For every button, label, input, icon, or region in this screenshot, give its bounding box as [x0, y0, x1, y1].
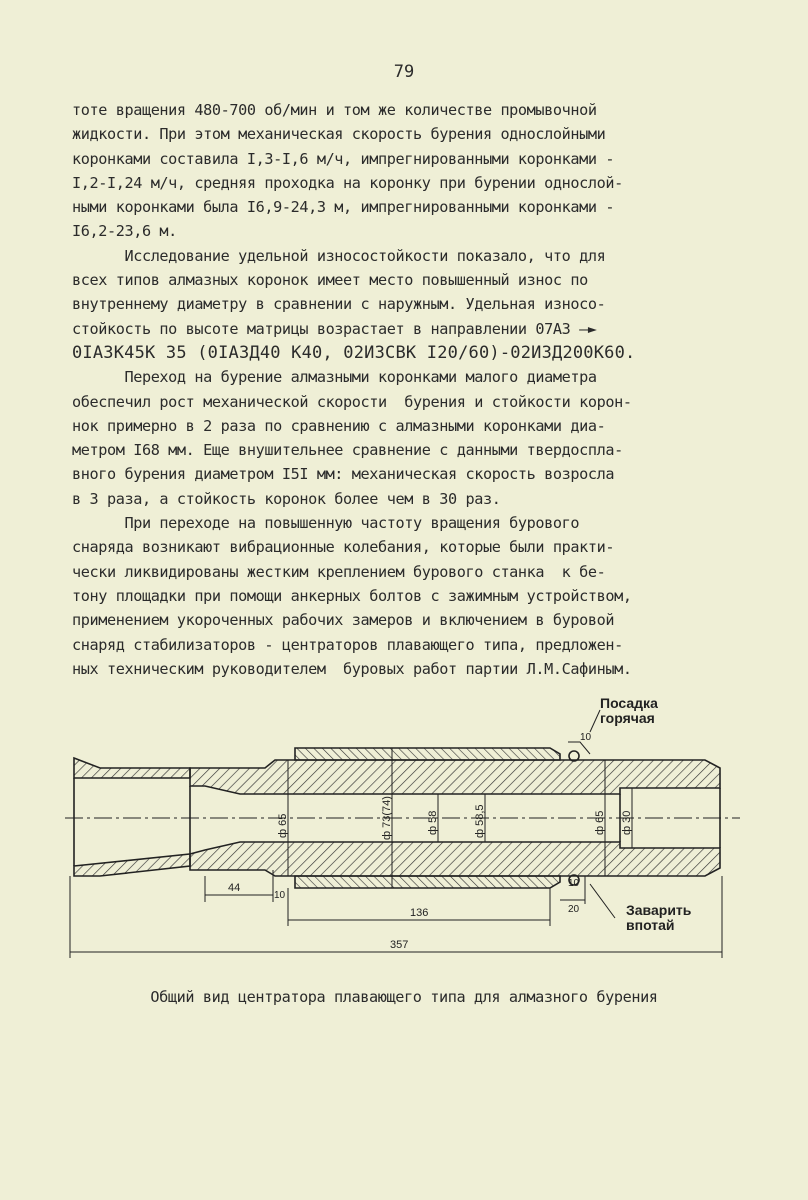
- text-line: При переходе на повышенную частоту вращения бурового: [72, 514, 580, 533]
- text-line: вного бурения диаметром I5I мм: механическая скорость возросла: [72, 465, 615, 484]
- dimension-357: 357: [390, 939, 409, 951]
- text-line: стойкость по высоте матрицы возрастает в направлении 07А3 —►: [72, 319, 597, 338]
- text-line: тону площадки при помощи анкерных болтов с зажимным устройством,: [72, 586, 632, 605]
- diameter-label: ф 65: [277, 813, 289, 838]
- text-line: снаряд стабилизаторов - центраторов плавающего типа, предложен-: [72, 635, 623, 654]
- dimension-44: 44: [228, 882, 241, 894]
- diameter-label: ф 58: [427, 810, 439, 835]
- page-number: 79: [393, 62, 415, 82]
- text-line: тоте вращения 480-700 об/мин и том же количестве промывочной: [72, 101, 597, 119]
- text-line: в 3 раза, а стойкость коронок более чем в 30 раз.: [72, 489, 501, 508]
- body-text: [72, 98, 712, 681]
- text-line: ными коронками была I6,9-24,3 м, импрегнированными коронками -: [72, 198, 615, 217]
- note-hot-fit-2: горячая: [600, 710, 655, 726]
- diameter-label: ф 65: [594, 810, 606, 835]
- dimension-10-top: 10: [580, 732, 592, 743]
- text-line: внутреннему диаметру в сравнении с наружным. Удельная износо-: [72, 295, 606, 314]
- dimension-10b: 10: [568, 878, 580, 889]
- dimension-10: 10: [274, 890, 286, 901]
- text-line: коронками составила I,3-I,6 м/ч, импрегнированными коронками -: [72, 149, 615, 168]
- text-line: жидкости. При этом механическая скорость бурения однослойными: [72, 125, 606, 144]
- note-hot-fit-1: Посадка: [600, 695, 658, 711]
- dimension-136: 136: [410, 907, 429, 919]
- text-line: 0IА3К45К 35 (0IА3Д40 К40, 02И3СВК I20/60)-02И3Д200К60.: [72, 342, 636, 363]
- text-line: применением укороченных рабочих замеров и включением в буровой: [72, 611, 615, 630]
- text-line: снаряда возникают вибрационные колебания, которые были практи-: [72, 538, 615, 557]
- text-line: всех типов алмазных коронок имеет место повышенный износ по: [72, 271, 588, 290]
- dimension-20: 20: [568, 904, 580, 915]
- diameter-label: ф 58,5: [474, 804, 486, 838]
- figure-caption: Общий вид центратора плавающего типа для алмазного бурения: [150, 988, 658, 1006]
- text-line: нок примерно в 2 раза по сравнению с алмазными коронками диа-: [72, 416, 606, 435]
- text-line: метром I68 мм. Еще внушительнее сравнение с данными твердоспла-: [72, 441, 623, 460]
- text-line: I6,2-23,6 м.: [72, 222, 177, 241]
- text-line: ных техническим руководителем буровых работ партии Л.М.Сафиным.: [72, 659, 632, 678]
- text-line: обеспечил рост механической скорости бурения и стойкости корон-: [72, 392, 632, 411]
- centrator-drawing: [60, 690, 750, 970]
- text-line: чески ликвидированы жестким креплением бурового станка к бе-: [72, 562, 606, 581]
- diameter-label: ф 30: [621, 810, 633, 835]
- note-weld-1: Заварить: [626, 902, 692, 918]
- text-line: Исследование удельной износостойкости показало, что для: [72, 246, 606, 265]
- note-weld-2: впотай: [626, 917, 675, 933]
- text-line: Переход на бурение алмазными коронками малого диаметра: [72, 368, 597, 387]
- text-line: I,2-I,24 м/ч, средняя проходка на коронку при бурении однослой-: [72, 173, 623, 192]
- diameter-label: ф 73(74): [381, 796, 393, 840]
